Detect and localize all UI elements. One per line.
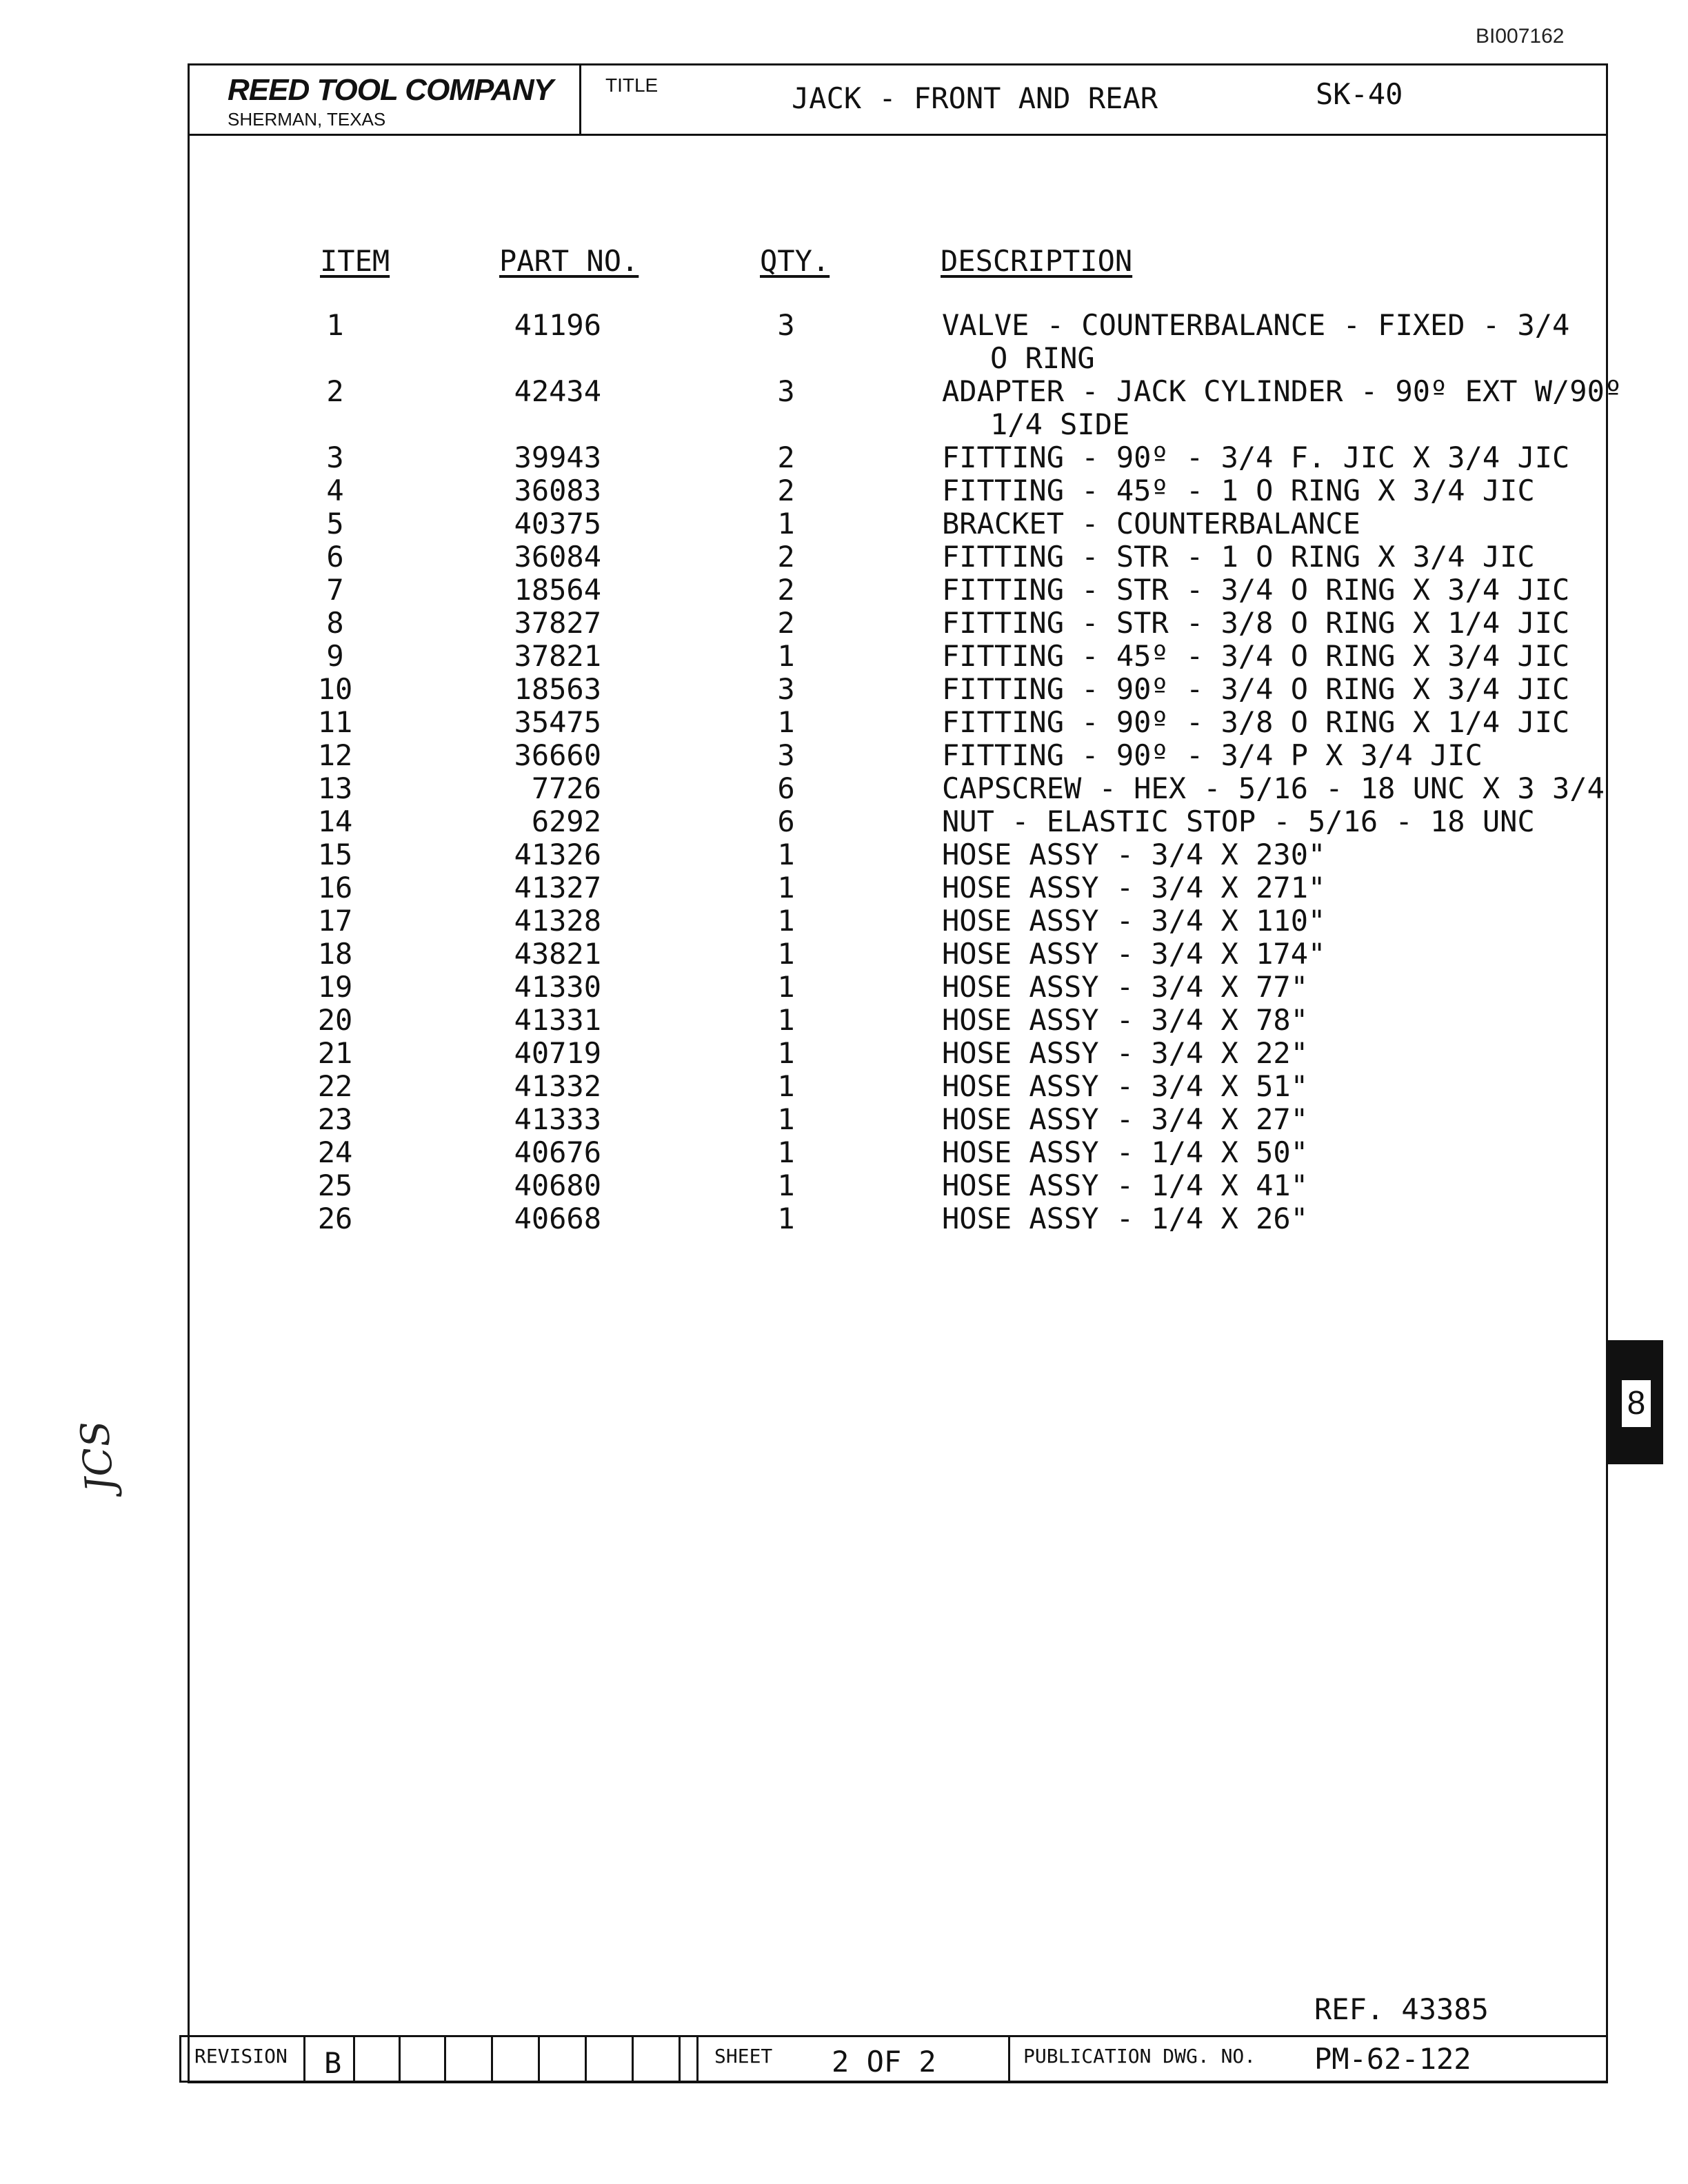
description-cell: HOSE ASSY - 3/4 X 77" — [942, 970, 1309, 1004]
part-number-cell: 40719 — [514, 1036, 601, 1070]
description-continuation-cell: O RING — [990, 341, 1095, 375]
item-cell: 8 — [326, 606, 344, 640]
description-cell: HOSE ASSY - 1/4 X 41" — [942, 1169, 1309, 1202]
item-cell: 20 — [317, 1003, 353, 1037]
description-cell: HOSE ASSY - 3/4 X 78" — [942, 1003, 1309, 1037]
quantity-cell: 1 — [777, 871, 795, 904]
header-divider — [188, 134, 1608, 136]
table-row — [0, 971, 1688, 1004]
item-cell: 4 — [326, 474, 344, 507]
description-cell: FITTING - 90º - 3/8 O RING X 1/4 JIC — [942, 705, 1570, 739]
description-cell: FITTING - 90º - 3/4 F. JIC X 3/4 JIC — [942, 441, 1570, 474]
description-cell: HOSE ASSY - 3/4 X 230" — [942, 838, 1326, 871]
table-row — [0, 574, 1688, 607]
item-cell: 9 — [326, 639, 344, 673]
company-name: REED TOOL COMPANY — [228, 73, 553, 107]
footer-top-rule — [179, 2035, 1608, 2037]
table-row — [0, 540, 1688, 574]
item-cell: 5 — [326, 507, 344, 540]
revision-cell-divider — [632, 2035, 634, 2082]
revision-cell-divider — [353, 2035, 355, 2082]
item-cell: 22 — [317, 1069, 353, 1103]
footer-left-rule — [179, 2035, 181, 2082]
quantity-cell: 1 — [777, 904, 795, 938]
description-cell: HOSE ASSY - 3/4 X 110" — [942, 904, 1326, 938]
description-cell: HOSE ASSY - 1/4 X 50" — [942, 1135, 1309, 1169]
column-header-description: DESCRIPTION — [941, 244, 1133, 278]
quantity-cell: 1 — [777, 1135, 795, 1169]
item-cell: 23 — [317, 1102, 353, 1136]
description-cell: FITTING - STR - 1 O RING X 3/4 JIC — [942, 540, 1535, 574]
table-row — [0, 1070, 1688, 1103]
quantity-cell: 3 — [777, 308, 795, 342]
part-number-cell: 41326 — [514, 838, 601, 871]
footer-bottom-rule — [179, 2081, 1608, 2083]
table-row — [0, 640, 1688, 673]
description-cell: ADAPTER - JACK CYLINDER - 90º EXT W/90º — [942, 374, 1622, 408]
publication-label: PUBLICATION DWG. NO. — [1023, 2045, 1256, 2067]
column-header-part-no: PART NO. — [499, 244, 639, 278]
part-number-cell: 41332 — [514, 1069, 601, 1103]
footer-right-rule — [1606, 2035, 1608, 2082]
description-cell: HOSE ASSY - 3/4 X 27" — [942, 1102, 1309, 1136]
part-number-cell: 43821 — [514, 937, 601, 971]
revision-cell-divider — [679, 2035, 681, 2082]
revision-cell-divider — [303, 2035, 305, 2082]
part-number-cell: 41333 — [514, 1102, 601, 1136]
quantity-cell: 2 — [777, 474, 795, 507]
description-cell: FITTING - STR - 3/8 O RING X 1/4 JIC — [942, 606, 1570, 640]
revision-label: REVISION — [194, 2045, 288, 2067]
table-row — [0, 1136, 1688, 1169]
item-cell: 26 — [317, 1202, 353, 1235]
part-number-cell: 39943 — [514, 441, 601, 474]
quantity-cell: 2 — [777, 606, 795, 640]
quantity-cell: 1 — [777, 1036, 795, 1070]
item-cell: 2 — [326, 374, 344, 408]
table-row — [0, 805, 1688, 838]
item-cell: 6 — [326, 540, 344, 574]
item-cell: 18 — [317, 937, 353, 971]
item-cell: 7 — [326, 573, 344, 607]
item-cell: 11 — [317, 705, 353, 739]
sheet-value: 2 OF 2 — [832, 2045, 936, 2079]
column-header-qty: QTY. — [760, 244, 830, 278]
table-row — [0, 673, 1688, 706]
description-cell: FITTING - STR - 3/4 O RING X 3/4 JIC — [942, 573, 1570, 607]
description-cell: FITTING - 45º - 1 O RING X 3/4 JIC — [942, 474, 1535, 507]
table-row — [0, 1103, 1688, 1136]
reference-number: REF. 43385 — [1314, 1992, 1489, 2026]
header-column-divider — [579, 63, 581, 134]
revision-cell-divider — [585, 2035, 587, 2082]
sheet-label: SHEET — [714, 2045, 773, 2067]
table-row — [0, 1037, 1688, 1070]
table-row — [0, 938, 1688, 971]
table-row — [0, 375, 1688, 441]
table-row — [0, 871, 1688, 904]
description-cell: CAPSCREW - HEX - 5/16 - 18 UNC X 3 3/4 — [942, 771, 1605, 805]
item-cell: 16 — [317, 871, 353, 904]
description-cell: HOSE ASSY - 3/4 X 51" — [942, 1069, 1309, 1103]
item-cell: 3 — [326, 441, 344, 474]
part-number-cell: 37821 — [514, 639, 601, 673]
document-title: JACK - FRONT AND REAR — [792, 81, 1158, 115]
description-cell: FITTING - 45º - 3/4 O RING X 3/4 JIC — [942, 639, 1570, 673]
description-cell: FITTING - 90º - 3/4 O RING X 3/4 JIC — [942, 672, 1570, 706]
quantity-cell: 2 — [777, 540, 795, 574]
revision-cell-divider — [444, 2035, 446, 2082]
part-number-cell: 41330 — [514, 970, 601, 1004]
part-number-cell: 40680 — [514, 1169, 601, 1202]
item-cell: 12 — [317, 738, 353, 772]
quantity-cell: 3 — [777, 374, 795, 408]
quantity-cell: 1 — [777, 1169, 795, 1202]
quantity-cell: 1 — [777, 1003, 795, 1037]
description-cell: HOSE ASSY - 3/4 X 271" — [942, 871, 1326, 904]
quantity-cell: 1 — [777, 937, 795, 971]
description-cell: NUT - ELASTIC STOP - 5/16 - 18 UNC — [942, 805, 1535, 838]
document-id: BI007162 — [1476, 25, 1565, 48]
part-number-cell: 35475 — [514, 705, 601, 739]
table-row — [0, 1202, 1688, 1235]
item-cell: 1 — [326, 308, 344, 342]
section-tab-number: 8 — [1620, 1379, 1652, 1428]
table-row — [0, 607, 1688, 640]
part-number-cell: 18564 — [514, 573, 601, 607]
item-cell: 21 — [317, 1036, 353, 1070]
part-number-cell: 18563 — [514, 672, 601, 706]
column-header-item: ITEM — [320, 244, 390, 278]
quantity-cell: 1 — [777, 1202, 795, 1235]
publication-cell-divider — [1008, 2035, 1010, 2082]
item-cell: 19 — [317, 970, 353, 1004]
description-continuation-cell: 1/4 SIDE — [990, 407, 1130, 441]
company-location: SHERMAN, TEXAS — [228, 109, 386, 130]
table-row — [0, 474, 1688, 507]
table-row — [0, 1169, 1688, 1202]
drawing-code: SK-40 — [1316, 77, 1403, 111]
table-row — [0, 507, 1688, 540]
part-number-cell: 41196 — [514, 308, 601, 342]
table-row — [0, 739, 1688, 772]
quantity-cell: 6 — [777, 805, 795, 838]
revision-cell-divider — [399, 2035, 401, 2082]
part-number-cell: 41331 — [514, 1003, 601, 1037]
quantity-cell: 1 — [777, 838, 795, 871]
publication-number: PM-62-122 — [1314, 2042, 1471, 2076]
description-cell: FITTING - 90º - 3/4 P X 3/4 JIC — [942, 738, 1483, 772]
quantity-cell: 2 — [777, 573, 795, 607]
table-row — [0, 1004, 1688, 1037]
table-row — [0, 309, 1688, 375]
table-row — [0, 772, 1688, 805]
title-label: TITLE — [605, 74, 659, 96]
table-row — [0, 904, 1688, 938]
part-number-cell: 6292 — [531, 805, 601, 838]
description-cell: VALVE - COUNTERBALANCE - FIXED - 3/4 — [942, 308, 1570, 342]
part-number-cell: 37827 — [514, 606, 601, 640]
part-number-cell: 7726 — [531, 771, 601, 805]
item-cell: 14 — [317, 805, 353, 838]
table-row — [0, 441, 1688, 474]
quantity-cell: 1 — [777, 639, 795, 673]
quantity-cell: 1 — [777, 507, 795, 540]
part-number-cell: 36660 — [514, 738, 601, 772]
revision-cell-divider — [491, 2035, 493, 2082]
part-number-cell: 41327 — [514, 871, 601, 904]
parts-list — [0, 309, 1688, 1235]
description-cell: BRACKET - COUNTERBALANCE — [942, 507, 1360, 540]
part-number-cell: 40375 — [514, 507, 601, 540]
quantity-cell: 6 — [777, 771, 795, 805]
table-row — [0, 706, 1688, 739]
part-number-cell: 40668 — [514, 1202, 601, 1235]
handwritten-margin-note: JCS — [72, 1419, 123, 1494]
item-cell: 10 — [317, 672, 353, 706]
item-cell: 15 — [317, 838, 353, 871]
revision-value: B — [324, 2046, 342, 2080]
description-cell: HOSE ASSY - 1/4 X 26" — [942, 1202, 1309, 1235]
quantity-cell: 3 — [777, 672, 795, 706]
part-number-cell: 36084 — [514, 540, 601, 574]
quantity-cell: 3 — [777, 738, 795, 772]
quantity-cell: 1 — [777, 1102, 795, 1136]
part-number-cell: 40676 — [514, 1135, 601, 1169]
quantity-cell: 1 — [777, 705, 795, 739]
quantity-cell: 1 — [777, 1069, 795, 1103]
item-cell: 24 — [317, 1135, 353, 1169]
quantity-cell: 2 — [777, 441, 795, 474]
item-cell: 25 — [317, 1169, 353, 1202]
item-cell: 17 — [317, 904, 353, 938]
part-number-cell: 36083 — [514, 474, 601, 507]
description-cell: HOSE ASSY - 3/4 X 22" — [942, 1036, 1309, 1070]
quantity-cell: 1 — [777, 970, 795, 1004]
table-row — [0, 838, 1688, 871]
item-cell: 13 — [317, 771, 353, 805]
part-number-cell: 41328 — [514, 904, 601, 938]
sheet-cell-divider — [696, 2035, 699, 2082]
description-cell: HOSE ASSY - 3/4 X 174" — [942, 937, 1326, 971]
revision-cell-divider — [538, 2035, 540, 2082]
part-number-cell: 42434 — [514, 374, 601, 408]
